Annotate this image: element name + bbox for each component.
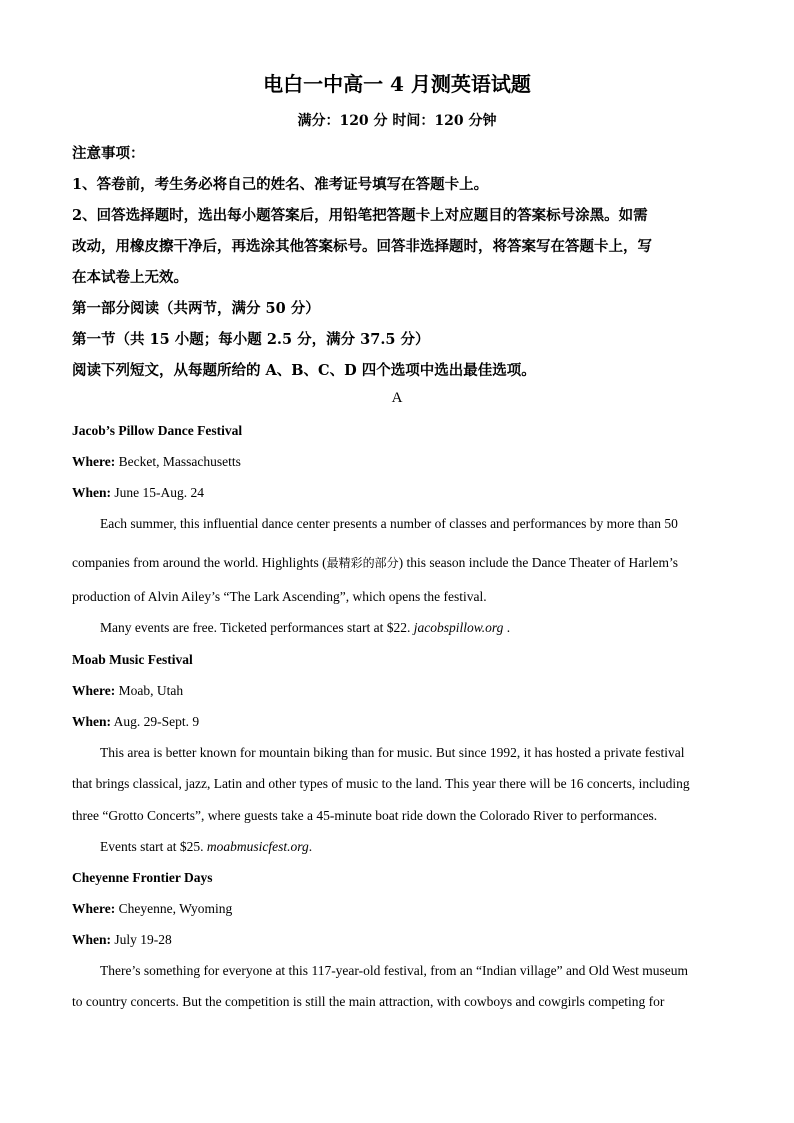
where-label: Where: [72,901,116,916]
festival-3-when [72,932,172,948]
para-text: ) this season include the Dance Theater of Harlem’s [398,555,678,570]
festival-2-ticket-line [100,839,312,855]
when-value: June 15-Aug. 24 [111,485,205,500]
festival-1-para-line-3: production of Alvin Ailey’s “The Lark Ascending”, which opens the festival. [72,589,487,604]
where-value: Moab, Utah [115,683,184,698]
reading-instruction: 阅读下列短文，从每题所给的 A、B、C、D 四个选项中选出最佳选项。 [72,362,536,379]
festival-3-para-line-1: There’s something for everyone at this 117-year-old festival, from an “Indian village” and Old West museum [100,963,688,978]
website-link[interactable]: moabmusicfest.org [206,839,309,854]
score-time-subtitle: 满分：120 分 时间：120 分钟 [297,113,497,129]
festival-3-where [72,901,232,917]
festival-2-name: Moab Music Festival [72,652,193,667]
ticket-end: . [503,620,511,635]
festival-2-para-line-1: This area is better known for mountain biking than for music. But since 1992, it has hosted a private festival [100,745,685,760]
ticket-text: Many events are free. Ticketed performances start at $22. [100,620,414,635]
note-item-1: 1、答卷前，考生务必将自己的姓名、准考证号填写在答题卡上。 [72,176,489,193]
website-link[interactable]: jacobspillow.org [413,620,504,635]
section1-heading: 第一节（共 15 小题；每小题 2.5 分，满分 37.5 分） [72,331,430,348]
festival-1-para-line-2 [72,554,678,571]
part1-heading: 第一部分阅读（共两节，满分 50 分） [72,300,320,317]
when-label: When: [72,714,112,729]
ticket-end: . [308,839,313,854]
where-label: Where: [72,454,116,469]
para-text: companies from around the world. Highlights ( [72,555,327,570]
where-label: Where: [72,683,116,698]
note-item-2-line-1: 2、回答选择题时，选出每小题答案后，用铅笔把答题卡上对应题目的答案标号涂黑。如需 [72,207,648,224]
page-title: 电白一中高一 4 月测英语试题 [263,72,531,96]
festival-2-when [72,714,199,730]
festival-2-where [72,683,183,699]
festival-1-ticket-line [100,620,510,636]
festival-1-name: Jacob’s Pillow Dance Festival [72,423,243,438]
ticket-text: Events start at $25. [100,839,207,854]
notes-heading: 注意事项： [72,145,145,162]
chinese-gloss: 最精彩的部分 [326,556,399,570]
passage-label: A [391,390,403,406]
note-item-2-line-3: 在本试卷上无效。 [72,269,188,286]
when-value: July 19-28 [111,932,172,947]
festival-1-para-line-1: Each summer, this influential dance center presents a number of classes and performances by more than 50 [100,516,678,531]
festival-2-para-line-2: that brings classical, jazz, Latin and other types of music to the land. This year there will be 16 concerts, including [72,776,690,791]
festival-1-where [72,454,241,470]
when-label: When: [72,932,112,947]
festival-1-when [72,485,204,501]
festival-3-para-line-2: to country concerts. But the competition is still the main attraction, with cowboys and cowgirls competing for [72,994,665,1009]
when-value: Aug. 29-Sept. 9 [111,714,200,729]
festival-2-para-line-3: three “Grotto Concerts”, where guests take a 45-minute boat ride down the Colorado River to performances. [72,808,658,823]
when-label: When: [72,485,112,500]
where-value: Becket, Massachusetts [115,454,241,469]
note-item-2-line-2: 改动，用橡皮擦干净后，再选涂其他答案标号。回答非选择题时，将答案写在答题卡上，写 [72,238,652,255]
where-value: Cheyenne, Wyoming [115,901,233,916]
festival-3-name: Cheyenne Frontier Days [72,870,213,885]
